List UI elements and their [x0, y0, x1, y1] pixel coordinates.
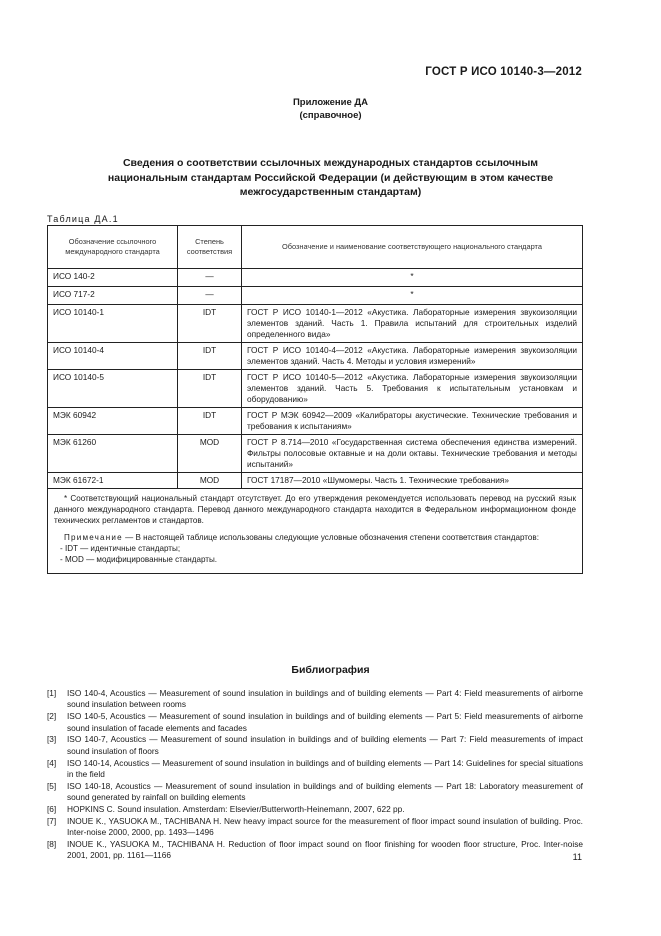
degree-cell: MOD	[178, 435, 242, 473]
table-row	[48, 343, 583, 370]
bibliography-number: [8]	[47, 839, 57, 850]
bibliography-text: ISO 140-14, Acoustics — Measurement of sound insulation in buildings and of building elements — Part 14: Guidelines for special situations in the field	[67, 757, 583, 780]
table-row	[48, 269, 583, 287]
national-standard-cell: ГОСТ Р ИСО 10140-1—2012 «Акустика. Лабораторные измерения звукоизоляции элементов зданий. Часть 1. Правила испытаний для строительных изделий определенного вида»	[242, 305, 583, 343]
appendix-title: Приложение ДА	[292, 97, 369, 108]
ref-standard-cell: МЭК 61672-1	[48, 473, 178, 489]
national-standard-cell: ГОСТ Р ИСО 10140-4—2012 «Акустика. Лабораторные измерения звукоизоляции элементов зданий. Часть 4. Методы и условия измерений»	[242, 343, 583, 370]
bibliography-list	[47, 688, 583, 862]
bibliography-item	[47, 816, 583, 839]
bibliography-text: ISO 140-7, Acoustics — Measurement of sound insulation in buildings and of building elements — Part 7: Field measurements of impact sound insulation of floors	[67, 734, 583, 756]
section-title-line: межгосударственным стандартам)	[239, 186, 422, 198]
ref-standard-cell: ИСО 10140-1	[48, 305, 178, 343]
ref-standard-cell: МЭК 60942	[48, 408, 178, 435]
table-row	[48, 370, 583, 408]
degree-cell: IDT	[178, 370, 242, 408]
standard-code: ГОСТ Р ИСО 10140-3—2012	[425, 66, 582, 78]
bibliography-number: [6]	[47, 804, 57, 815]
note-item: - IDT — идентичные стандарты;	[60, 544, 181, 553]
bibliography-title: Библиография	[291, 664, 370, 676]
column-header: Степень соответствия	[178, 226, 242, 269]
bibliography-number: [1]	[47, 688, 57, 698]
note-label: Примечание	[64, 533, 123, 542]
ref-standard-cell: ИСО 10140-5	[48, 370, 178, 408]
bibliography-text: INOUE K., YASUOKA M., TACHIBANA H. New heavy impact source for the measurement of floor impact sound insulation of building. Proc. Inter-noise 2000, 2000, pp. 1493—1496	[67, 815, 583, 838]
bibliography-item	[47, 688, 583, 711]
note-item: - MOD — модифицированные стандарты.	[60, 555, 218, 564]
bibliography-item	[47, 781, 583, 804]
bibliography-text: ISO 140-5, Acoustics — Measurement of sound insulation in buildings and of building elements — Part 5: Field measurements of airborne sound insulation of facade elements and facades	[67, 711, 583, 733]
section-title-line: национальным стандартам Российской Федерации (и действующим в этом качестве	[107, 171, 554, 184]
page-number: 11	[572, 852, 582, 862]
bibliography-text: ISO 140-4, Acoustics — Measurement of sound insulation in buildings and of building elements — Part 4: Field measurements of airborne sound insulation between rooms	[67, 688, 583, 710]
bibliography-text: INOUE K., YASUOKA M., TACHIBANA H. Reduction of floor impact sound on floor finishing for wooden floor structure, Proc. Inter-noise 2001, 2001, pp. 1161—1166	[67, 839, 583, 861]
degree-cell: IDT	[178, 343, 242, 370]
table-row	[48, 305, 583, 343]
ref-standard-cell: ИСО 10140-4	[48, 343, 178, 370]
appendix-subtitle: (справочное)	[299, 110, 362, 121]
note-text: — В настоящей таблице использованы следующие условные обозначения степени соответствия стандартов:	[122, 533, 539, 542]
table-row	[48, 408, 583, 435]
bibliography-number: [5]	[47, 780, 57, 791]
bibliography-item	[47, 734, 583, 757]
table-footnote-row	[48, 489, 583, 574]
bibliography-text: HOPKINS C. Sound insulation. Amsterdam: Elsevier/Butterworth-Heinemann, 2007, 622 pp.	[67, 804, 405, 815]
national-standard-cell: ГОСТ Р ИСО 10140-5—2012 «Акустика. Лабораторные измерения звукоизоляции элементов зданий. Часть 5. Требования к испытательным установкам и оборудованию»	[242, 370, 583, 408]
bibliography-number: [3]	[47, 734, 57, 745]
bibliography-item	[47, 804, 583, 815]
section-title	[60, 156, 601, 200]
degree-cell: —	[178, 269, 242, 287]
degree-cell: —	[178, 287, 242, 305]
ref-standard-cell: ИСО 140-2	[48, 269, 178, 287]
table-row	[48, 435, 583, 473]
bibliography-item	[47, 711, 583, 734]
bibliography-number: [4]	[47, 757, 57, 768]
section-title-line: Сведения о соответствии ссылочных международных стандартов ссылочным	[122, 157, 539, 169]
table-header-row	[48, 226, 583, 269]
national-standard-cell: ГОСТ Р 8.714—2010 «Государственная система обеспечения единства измерений. Фильтры полосовые октавные и на доли октавы. Технические требования и методы испытаний»	[242, 435, 583, 473]
national-standard-cell: *	[242, 287, 583, 305]
column-header: Обозначение и наименование соответствующего национального стандарта	[242, 226, 583, 269]
correspondence-table	[47, 225, 583, 574]
ref-standard-cell: МЭК 61260	[48, 435, 178, 473]
national-standard-cell: ГОСТ Р МЭК 60942—2009 «Калибраторы акустические. Технические требования и требования к испытаниям»	[242, 408, 583, 435]
table-row	[48, 473, 583, 489]
degree-cell: MOD	[178, 473, 242, 489]
bibliography-number: [2]	[47, 711, 57, 722]
degree-cell: IDT	[178, 408, 242, 435]
bibliography-number: [7]	[47, 815, 57, 826]
ref-standard-cell: ИСО 717-2	[48, 287, 178, 305]
table-row	[48, 287, 583, 305]
bibliography-item	[47, 839, 583, 862]
column-header: Обозначение ссылочного международного стандарта	[48, 226, 178, 269]
degree-cell: IDT	[178, 305, 242, 343]
bibliography-item	[47, 758, 583, 781]
footnote-text: * Соответствующий национальный стандарт отсутствует. До его утверждения рекомендуется использовать перевод на русский язык данного международного стандарта. Перевод данного международного стандарта находится в Федеральном информационном фонде технических регламентов и стандартов.	[54, 494, 576, 525]
appendix-heading	[0, 96, 661, 122]
national-standard-cell: *	[242, 269, 583, 287]
national-standard-cell: ГОСТ 17187—2010 «Шумомеры. Часть 1. Технические требования»	[242, 473, 583, 489]
table-label: Таблица ДА.1	[47, 214, 119, 224]
bibliography-text: ISO 140-18, Acoustics — Measurement of sound insulation in buildings and of building elements — Part 18: Laboratory measurement of sound generated by rainfall on building elements	[67, 780, 583, 803]
note-paragraph	[54, 532, 576, 543]
table-footnote-cell	[48, 489, 583, 574]
